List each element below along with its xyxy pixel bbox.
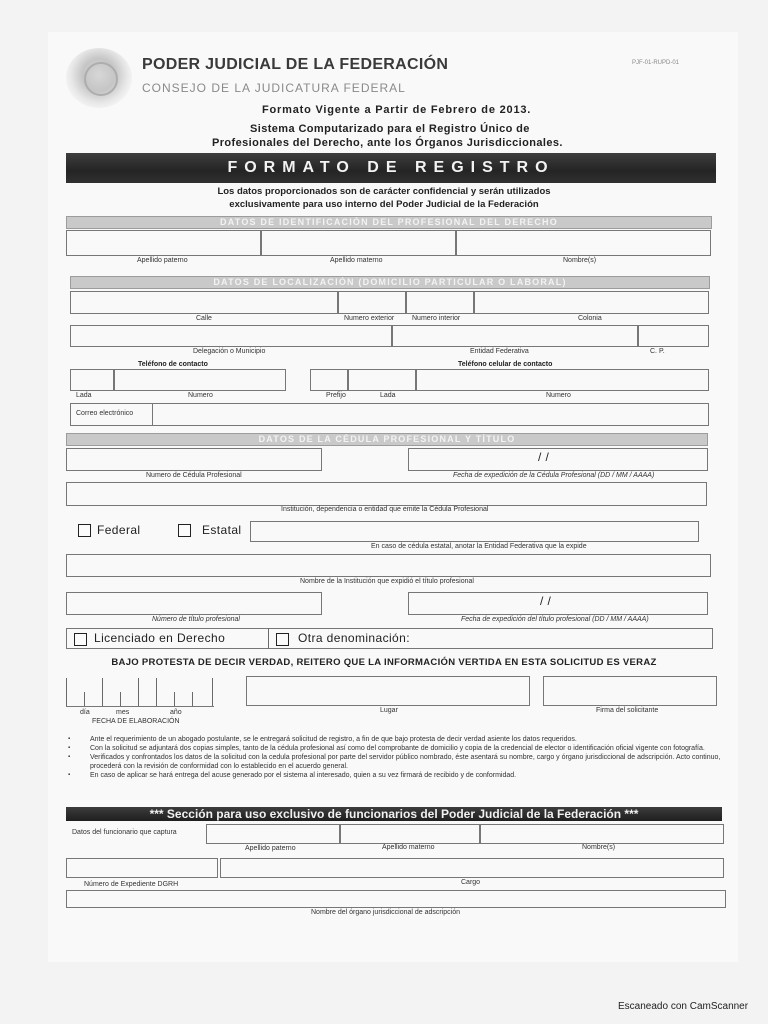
- institucion-titulo-label: Nombre de la Institución que expidió el título profesional: [300, 578, 474, 585]
- numero-exterior-field[interactable]: [338, 291, 406, 314]
- entidad-estatal-label: En caso de cédula estatal, anotar la Entidad Federativa que la expide: [371, 543, 587, 550]
- organo-label: Nombre del órgano jurisdiccional de adscripción: [311, 909, 461, 916]
- celular-numero-field[interactable]: [416, 369, 709, 391]
- delegacion-field[interactable]: [70, 325, 392, 347]
- section-identification-header: DATOS DE IDENTIFICACIÓN DEL PROFESIONAL DEL DERECHO: [66, 216, 712, 229]
- cp-field[interactable]: [638, 325, 709, 347]
- fecha-elaboracion-field[interactable]: [66, 678, 214, 707]
- instruction-item: ▪ Ante el requerimiento de un abogado postulante, se le entregará solicitud de registro, a fin de que bajo protesta de decir verdad asiente los datos requeridos.: [66, 735, 721, 744]
- numero-titulo-label: Número de título profesional: [152, 616, 240, 623]
- anio-label: año: [170, 709, 182, 716]
- fecha-cedula-separators: / /: [538, 450, 550, 464]
- instruction-item: ▪ Con la solicitud se adjuntará dos copias simples, tanto de la cédula profesional así como del comprobante de domicilio y copia de la credencial de elector o identificación oficial vigente con fotografía.: [66, 744, 721, 753]
- entidad-label: Entidad Federativa: [470, 348, 529, 355]
- coat-of-arms-seal-icon: [66, 48, 132, 108]
- apellido-paterno-label: Apellido paterno: [137, 257, 188, 264]
- nombres-label: Nombre(s): [563, 257, 597, 264]
- prefijo-label: Prefijo: [326, 392, 346, 399]
- cargo-field[interactable]: [220, 858, 724, 878]
- numero-interior-field[interactable]: [406, 291, 474, 314]
- calle-label: Calle: [196, 315, 212, 322]
- funcionario-nombres-field[interactable]: [480, 824, 724, 844]
- lada-label: Lada: [76, 392, 92, 399]
- telefono-celular-label: Teléfono celular de contacto: [458, 361, 553, 368]
- apellido-materno-field[interactable]: [261, 230, 456, 256]
- form-code: PJF-01-RUPD-01: [632, 60, 680, 66]
- fecha-cedula-label: Fecha de expedición de la Cédula Profesional (DD / MM / AAAA): [453, 472, 655, 479]
- fecha-titulo-field[interactable]: [408, 592, 708, 615]
- funcionario-nombres-label: Nombre(s): [582, 844, 616, 851]
- federal-label: Federal: [97, 523, 141, 537]
- delegacion-label: Delegación o Municipio: [193, 348, 266, 355]
- instruction-item: ▪ Verificados y confrontados los datos de la solicitud con la cedula profesional por parte del servidor público nombrado, éste asentará su nombre, cargo y órgano jurisdiccional de adscripción. Acto continuo, procederá con la revisión de conformidad con lo establecido en el acuerdo general.: [66, 753, 721, 771]
- officials-section-header: *** Sección para uso exclusivo de funcionarios del Poder Judicial de la Federación ***: [66, 807, 722, 821]
- estatal-checkbox[interactable]: [178, 524, 191, 537]
- otra-denominacion-label: Otra denominación:: [298, 631, 410, 645]
- system-title-line1: Sistema Computarizado para el Registro Único de: [250, 123, 530, 135]
- numero-exterior-label: Numero exterior: [344, 315, 395, 322]
- instructions-list: [66, 735, 721, 780]
- section-address-header: DATOS DE LOCALIZACIÓN (DOMICILIO PARTICULAR O LABORAL): [70, 276, 710, 289]
- entidad-estatal-field[interactable]: [250, 521, 699, 542]
- numero-interior-label: Numero interior: [412, 315, 461, 322]
- instruction-item: ▪ En caso de aplicar se hará entrega del acuse generado por el sistema al interesado, quien a su vez firmará de recibido y de conformidad.: [66, 771, 721, 780]
- cp-label: C. P.: [650, 348, 665, 355]
- nombres-field[interactable]: [456, 230, 711, 256]
- form-title-banner: FORMATO DE REGISTRO: [66, 153, 716, 183]
- lugar-field[interactable]: [246, 676, 530, 706]
- lada-celular-field[interactable]: [348, 369, 416, 391]
- protesta-statement: BAJO PROTESTA DE DECIR VERDAD, REITERO QUE LA INFORMACIÓN VERTIDA EN ESTA SOLICITUD ES VERAZ: [111, 657, 657, 668]
- funcionario-apellido-materno-label: Apellido materno: [382, 844, 435, 851]
- federal-checkbox[interactable]: [78, 524, 91, 537]
- licenciado-label: Licenciado en Derecho: [94, 631, 226, 645]
- mes-label: mes: [116, 709, 130, 716]
- section-cedula-header: DATOS DE LA CÉDULA PROFESIONAL Y TÍTULO: [66, 433, 708, 446]
- datos-funcionario-label: Datos del funcionario que captura: [72, 829, 177, 836]
- funcionario-apellido-materno-field[interactable]: [340, 824, 480, 844]
- funcionario-apellido-paterno-field[interactable]: [206, 824, 340, 844]
- council-subtitle: CONSEJO DE LA JUDICATURA FEDERAL: [142, 81, 406, 95]
- numero-label: Numero: [188, 392, 213, 399]
- apellido-paterno-field[interactable]: [66, 230, 261, 256]
- institution-title: PODER JUDICIAL DE LA FEDERACIÓN: [142, 56, 449, 73]
- lada-celular-label: Lada: [380, 392, 396, 399]
- estatal-label: Estatal: [202, 523, 242, 537]
- institucion-titulo-field[interactable]: [66, 554, 711, 577]
- colonia-field[interactable]: [474, 291, 709, 314]
- organo-field[interactable]: [66, 890, 726, 908]
- numero-cedula-field[interactable]: [66, 448, 322, 471]
- validity-notice: Formato Vigente a Partir de Febrero de 2013.: [262, 104, 532, 116]
- telefono-numero-field[interactable]: [114, 369, 286, 391]
- numero-celular-label: Numero: [546, 392, 571, 399]
- funcionario-apellido-paterno-label: Apellido paterno: [245, 845, 296, 852]
- expediente-field[interactable]: [66, 858, 218, 878]
- apellido-materno-label: Apellido materno: [330, 257, 383, 264]
- fecha-elaboracion-label: FECHA DE ELABORACIÓN: [92, 718, 180, 725]
- institucion-cedula-label: Institución, dependencia o entidad que emite la Cédula Profesional: [281, 506, 489, 513]
- confidentiality-line1: Los datos proporcionados son de carácter confidencial y serán utilizados: [217, 186, 551, 197]
- institucion-cedula-field[interactable]: [66, 482, 707, 506]
- otra-denominacion-checkbox[interactable]: [276, 633, 289, 646]
- firma-field[interactable]: [543, 676, 717, 706]
- cargo-label: Cargo: [461, 879, 481, 886]
- system-title-line2: Profesionales del Derecho, ante los Órganos Jurisdiccionales.: [212, 137, 563, 149]
- dia-label: día: [80, 709, 90, 716]
- licenciado-checkbox[interactable]: [74, 633, 87, 646]
- correo-label: Correo electrónico: [76, 410, 134, 417]
- fecha-cedula-field[interactable]: [408, 448, 708, 471]
- fecha-titulo-separators: / /: [540, 594, 552, 608]
- colonia-label: Colonia: [578, 315, 602, 322]
- denominacion-divider: [268, 628, 269, 649]
- firma-label: Firma del solicitante: [596, 707, 659, 714]
- entidad-field[interactable]: [392, 325, 638, 347]
- lada-field[interactable]: [70, 369, 114, 391]
- prefijo-field[interactable]: [310, 369, 348, 391]
- correo-field[interactable]: [152, 403, 709, 426]
- lugar-label: Lugar: [380, 707, 398, 714]
- calle-field[interactable]: [70, 291, 338, 314]
- confidentiality-line2: exclusivamente para uso interno del Poder Judicial de la Federación: [229, 199, 539, 210]
- numero-cedula-label: Numero de Cédula Profesional: [146, 472, 242, 479]
- telefono-contacto-label: Teléfono de contacto: [138, 361, 208, 368]
- fecha-titulo-label: Fecha de expedición del título profesional (DD / MM / AAAA): [461, 616, 649, 623]
- numero-titulo-field[interactable]: [66, 592, 322, 615]
- scanner-watermark: Escaneado con CamScanner: [618, 1001, 749, 1012]
- expediente-label: Número de Expediente DGRH: [84, 881, 179, 888]
